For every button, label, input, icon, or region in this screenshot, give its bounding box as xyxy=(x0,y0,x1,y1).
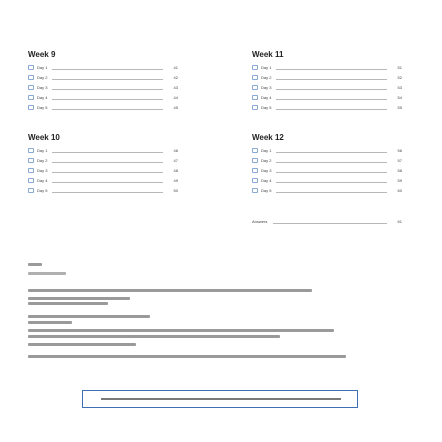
answers-row[interactable] xyxy=(252,216,402,226)
day-label: Day 3 xyxy=(261,84,272,90)
fine-print-line xyxy=(28,343,136,346)
page-number: 44 xyxy=(173,94,178,100)
page-number: 47 xyxy=(173,157,178,163)
page-number: 41 xyxy=(173,64,178,70)
day-label: Day 2 xyxy=(37,74,48,80)
day-row[interactable] xyxy=(28,145,178,155)
day-row[interactable] xyxy=(28,62,178,72)
leader-line xyxy=(276,69,387,70)
checkbox[interactable] xyxy=(28,85,34,90)
day-row[interactable] xyxy=(252,175,402,185)
page-number: 53 xyxy=(397,84,402,90)
leader-line xyxy=(276,79,387,80)
checkbox[interactable] xyxy=(252,65,258,70)
checkbox[interactable] xyxy=(28,65,34,70)
day-row[interactable] xyxy=(252,82,402,92)
fine-print-line xyxy=(28,289,312,292)
page-number: 46 xyxy=(173,147,178,153)
fine-print-line xyxy=(28,297,130,300)
checkbox[interactable] xyxy=(252,75,258,80)
checkbox[interactable] xyxy=(252,188,258,193)
day-row[interactable] xyxy=(252,102,402,112)
page-number: 48 xyxy=(173,167,178,173)
footer-text-line xyxy=(101,398,341,400)
checkbox[interactable] xyxy=(28,178,34,183)
day-label: Day 4 xyxy=(37,94,48,100)
day-row[interactable] xyxy=(252,185,402,195)
checkbox[interactable] xyxy=(252,105,258,110)
checkbox[interactable] xyxy=(252,85,258,90)
leader-line xyxy=(52,79,163,80)
checkbox[interactable] xyxy=(252,158,258,163)
page-number: 45 xyxy=(173,104,178,110)
day-row[interactable] xyxy=(28,102,178,112)
page-number: 43 xyxy=(173,84,178,90)
checkbox[interactable] xyxy=(252,168,258,173)
day-row[interactable] xyxy=(252,145,402,155)
page-number: 59 xyxy=(397,177,402,183)
day-row[interactable] xyxy=(28,185,178,195)
day-row[interactable] xyxy=(28,175,178,185)
week-title: Week 10 xyxy=(28,133,60,142)
leader-line xyxy=(52,172,163,173)
day-label: Day 1 xyxy=(37,147,48,153)
leader-line xyxy=(276,152,387,153)
day-label: Day 1 xyxy=(37,64,48,70)
day-label: Day 3 xyxy=(37,84,48,90)
day-label: Day 3 xyxy=(261,167,272,173)
page-number: 60 xyxy=(397,187,402,193)
day-label: Day 5 xyxy=(37,187,48,193)
checkbox[interactable] xyxy=(28,75,34,80)
answers-label: Answers xyxy=(252,218,268,224)
day-label: Day 2 xyxy=(261,157,272,163)
leader-line xyxy=(52,69,163,70)
checkbox[interactable] xyxy=(252,178,258,183)
day-label: Day 4 xyxy=(261,94,272,100)
fine-print-line xyxy=(28,321,72,324)
fine-print-line xyxy=(28,355,346,358)
page-number: 54 xyxy=(397,94,402,100)
checkbox[interactable] xyxy=(28,148,34,153)
leader-line xyxy=(52,89,163,90)
day-label: Day 4 xyxy=(37,177,48,183)
leader-line xyxy=(52,99,163,100)
week-title: Week 9 xyxy=(28,50,56,59)
day-row[interactable] xyxy=(252,92,402,102)
week-11-section xyxy=(252,50,402,112)
leader-line xyxy=(276,99,387,100)
week-10-section xyxy=(28,133,178,195)
page-number: 42 xyxy=(173,74,178,80)
day-label: Day 1 xyxy=(261,64,272,70)
day-row[interactable] xyxy=(252,155,402,165)
page-number: 50 xyxy=(173,187,178,193)
fine-print-line xyxy=(28,315,150,318)
day-row[interactable] xyxy=(252,62,402,72)
checkbox[interactable] xyxy=(28,95,34,100)
checkbox[interactable] xyxy=(28,168,34,173)
week-12-section xyxy=(252,133,402,195)
day-label: Day 1 xyxy=(261,147,272,153)
day-label: Day 4 xyxy=(261,177,272,183)
checkbox[interactable] xyxy=(28,158,34,163)
checkbox[interactable] xyxy=(28,188,34,193)
leader-line xyxy=(52,152,163,153)
leader-line xyxy=(52,109,163,110)
page-number: 52 xyxy=(397,74,402,80)
day-label: Day 2 xyxy=(37,157,48,163)
fine-print-line xyxy=(28,329,334,332)
day-label: Day 5 xyxy=(37,104,48,110)
day-row[interactable] xyxy=(252,165,402,175)
week-title: Week 11 xyxy=(252,50,284,59)
page-number: 51 xyxy=(397,64,402,70)
day-row[interactable] xyxy=(252,72,402,82)
leader-line xyxy=(52,162,163,163)
page-number: 58 xyxy=(397,167,402,173)
day-label: Day 5 xyxy=(261,187,272,193)
page-number: 49 xyxy=(173,177,178,183)
week-title: Week 12 xyxy=(252,133,284,142)
fine-print-line xyxy=(28,263,42,266)
fine-print-line xyxy=(28,335,280,338)
day-label: Day 3 xyxy=(37,167,48,173)
day-label: Day 5 xyxy=(261,104,272,110)
checkbox[interactable] xyxy=(252,95,258,100)
leader-line xyxy=(273,223,387,224)
leader-line xyxy=(276,182,387,183)
day-row[interactable] xyxy=(28,155,178,165)
day-row[interactable] xyxy=(28,165,178,175)
day-row[interactable] xyxy=(28,82,178,92)
answers-page-number: 61 xyxy=(397,218,402,224)
day-row[interactable] xyxy=(28,72,178,82)
leader-line xyxy=(276,89,387,90)
page-number: 56 xyxy=(397,147,402,153)
week-9-section xyxy=(28,50,178,112)
footer-box xyxy=(82,390,358,408)
day-row[interactable] xyxy=(28,92,178,102)
page-number: 55 xyxy=(397,104,402,110)
leader-line xyxy=(276,162,387,163)
leader-line xyxy=(276,109,387,110)
fine-print-line xyxy=(28,302,108,305)
checkbox[interactable] xyxy=(252,148,258,153)
leader-line xyxy=(52,182,163,183)
leader-line xyxy=(276,172,387,173)
leader-line xyxy=(276,192,387,193)
page-number: 57 xyxy=(397,157,402,163)
fine-print-line xyxy=(28,272,66,275)
checkbox[interactable] xyxy=(28,105,34,110)
leader-line xyxy=(52,192,163,193)
day-label: Day 2 xyxy=(261,74,272,80)
